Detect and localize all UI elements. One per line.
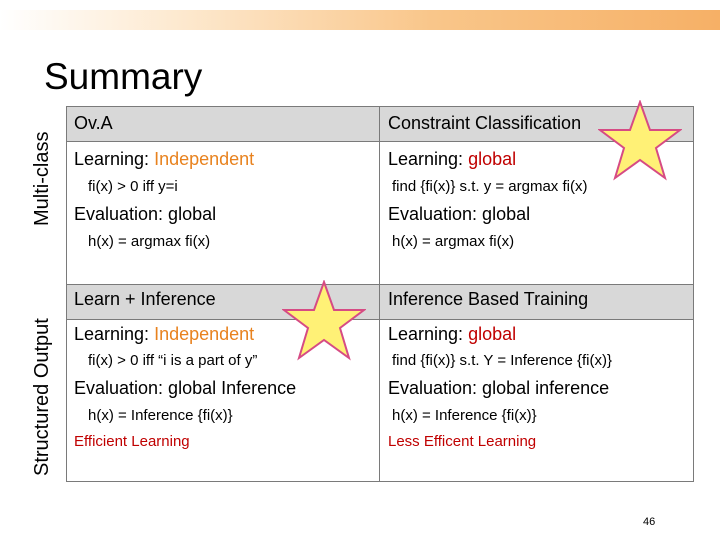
slide-title: Summary <box>44 56 203 97</box>
cell-tr-evaluation-detail: h(x) = argmax fi(x) <box>392 233 515 250</box>
cell-bl-learning-detail: fi(x) > 0 iff “i is a part of y” <box>88 352 258 369</box>
cell-br-evaluation-detail: h(x) = Inference {fi(x)} <box>392 407 537 424</box>
cell-tl-header: Ov.A <box>74 113 113 133</box>
cell-tl-learning-detail: fi(x) > 0 iff y=i <box>88 178 178 195</box>
cell-br-learning: Learning: global <box>388 324 517 344</box>
top-gradient-bar <box>0 10 720 30</box>
star-icon <box>598 100 682 182</box>
cell-tr-header: Constraint Classification <box>388 113 582 133</box>
header-band-bottom-line <box>67 319 693 320</box>
cell-bl-evaluation: Evaluation: global Inference <box>74 378 297 398</box>
row-label-structured-output: Structured Output <box>31 318 53 476</box>
cell-bl-note: Efficient Learning <box>74 433 190 450</box>
cell-bl-header: Learn + Inference <box>74 289 216 309</box>
cell-tl-learning: Learning: Independent <box>74 149 255 169</box>
column-divider <box>379 106 380 482</box>
cell-tl-evaluation: Evaluation: global <box>74 204 217 224</box>
cell-tr-learning: Learning: global <box>388 149 517 169</box>
cell-br-evaluation: Evaluation: global inference <box>388 378 610 398</box>
row-label-multiclass: Multi-class <box>31 131 53 226</box>
cell-tl-evaluation-detail: h(x) = argmax fi(x) <box>88 233 211 250</box>
cell-br-header: Inference Based Training <box>388 289 589 309</box>
cell-bl-evaluation-detail: h(x) = Inference {fi(x)} <box>88 407 233 424</box>
cell-br-learning-detail: find {fi(x)} s.t. Y = Inference {fi(x)} <box>392 352 612 369</box>
star-icon <box>282 280 366 362</box>
cell-bl-learning: Learning: Independent <box>74 324 255 344</box>
cell-br-note: Less Efficent Learning <box>388 433 537 450</box>
cell-tr-evaluation: Evaluation: global <box>388 204 531 224</box>
cell-tr-learning-detail: find {fi(x)} s.t. y = argmax fi(x) <box>392 178 588 195</box>
page-number: 46 <box>643 516 656 528</box>
